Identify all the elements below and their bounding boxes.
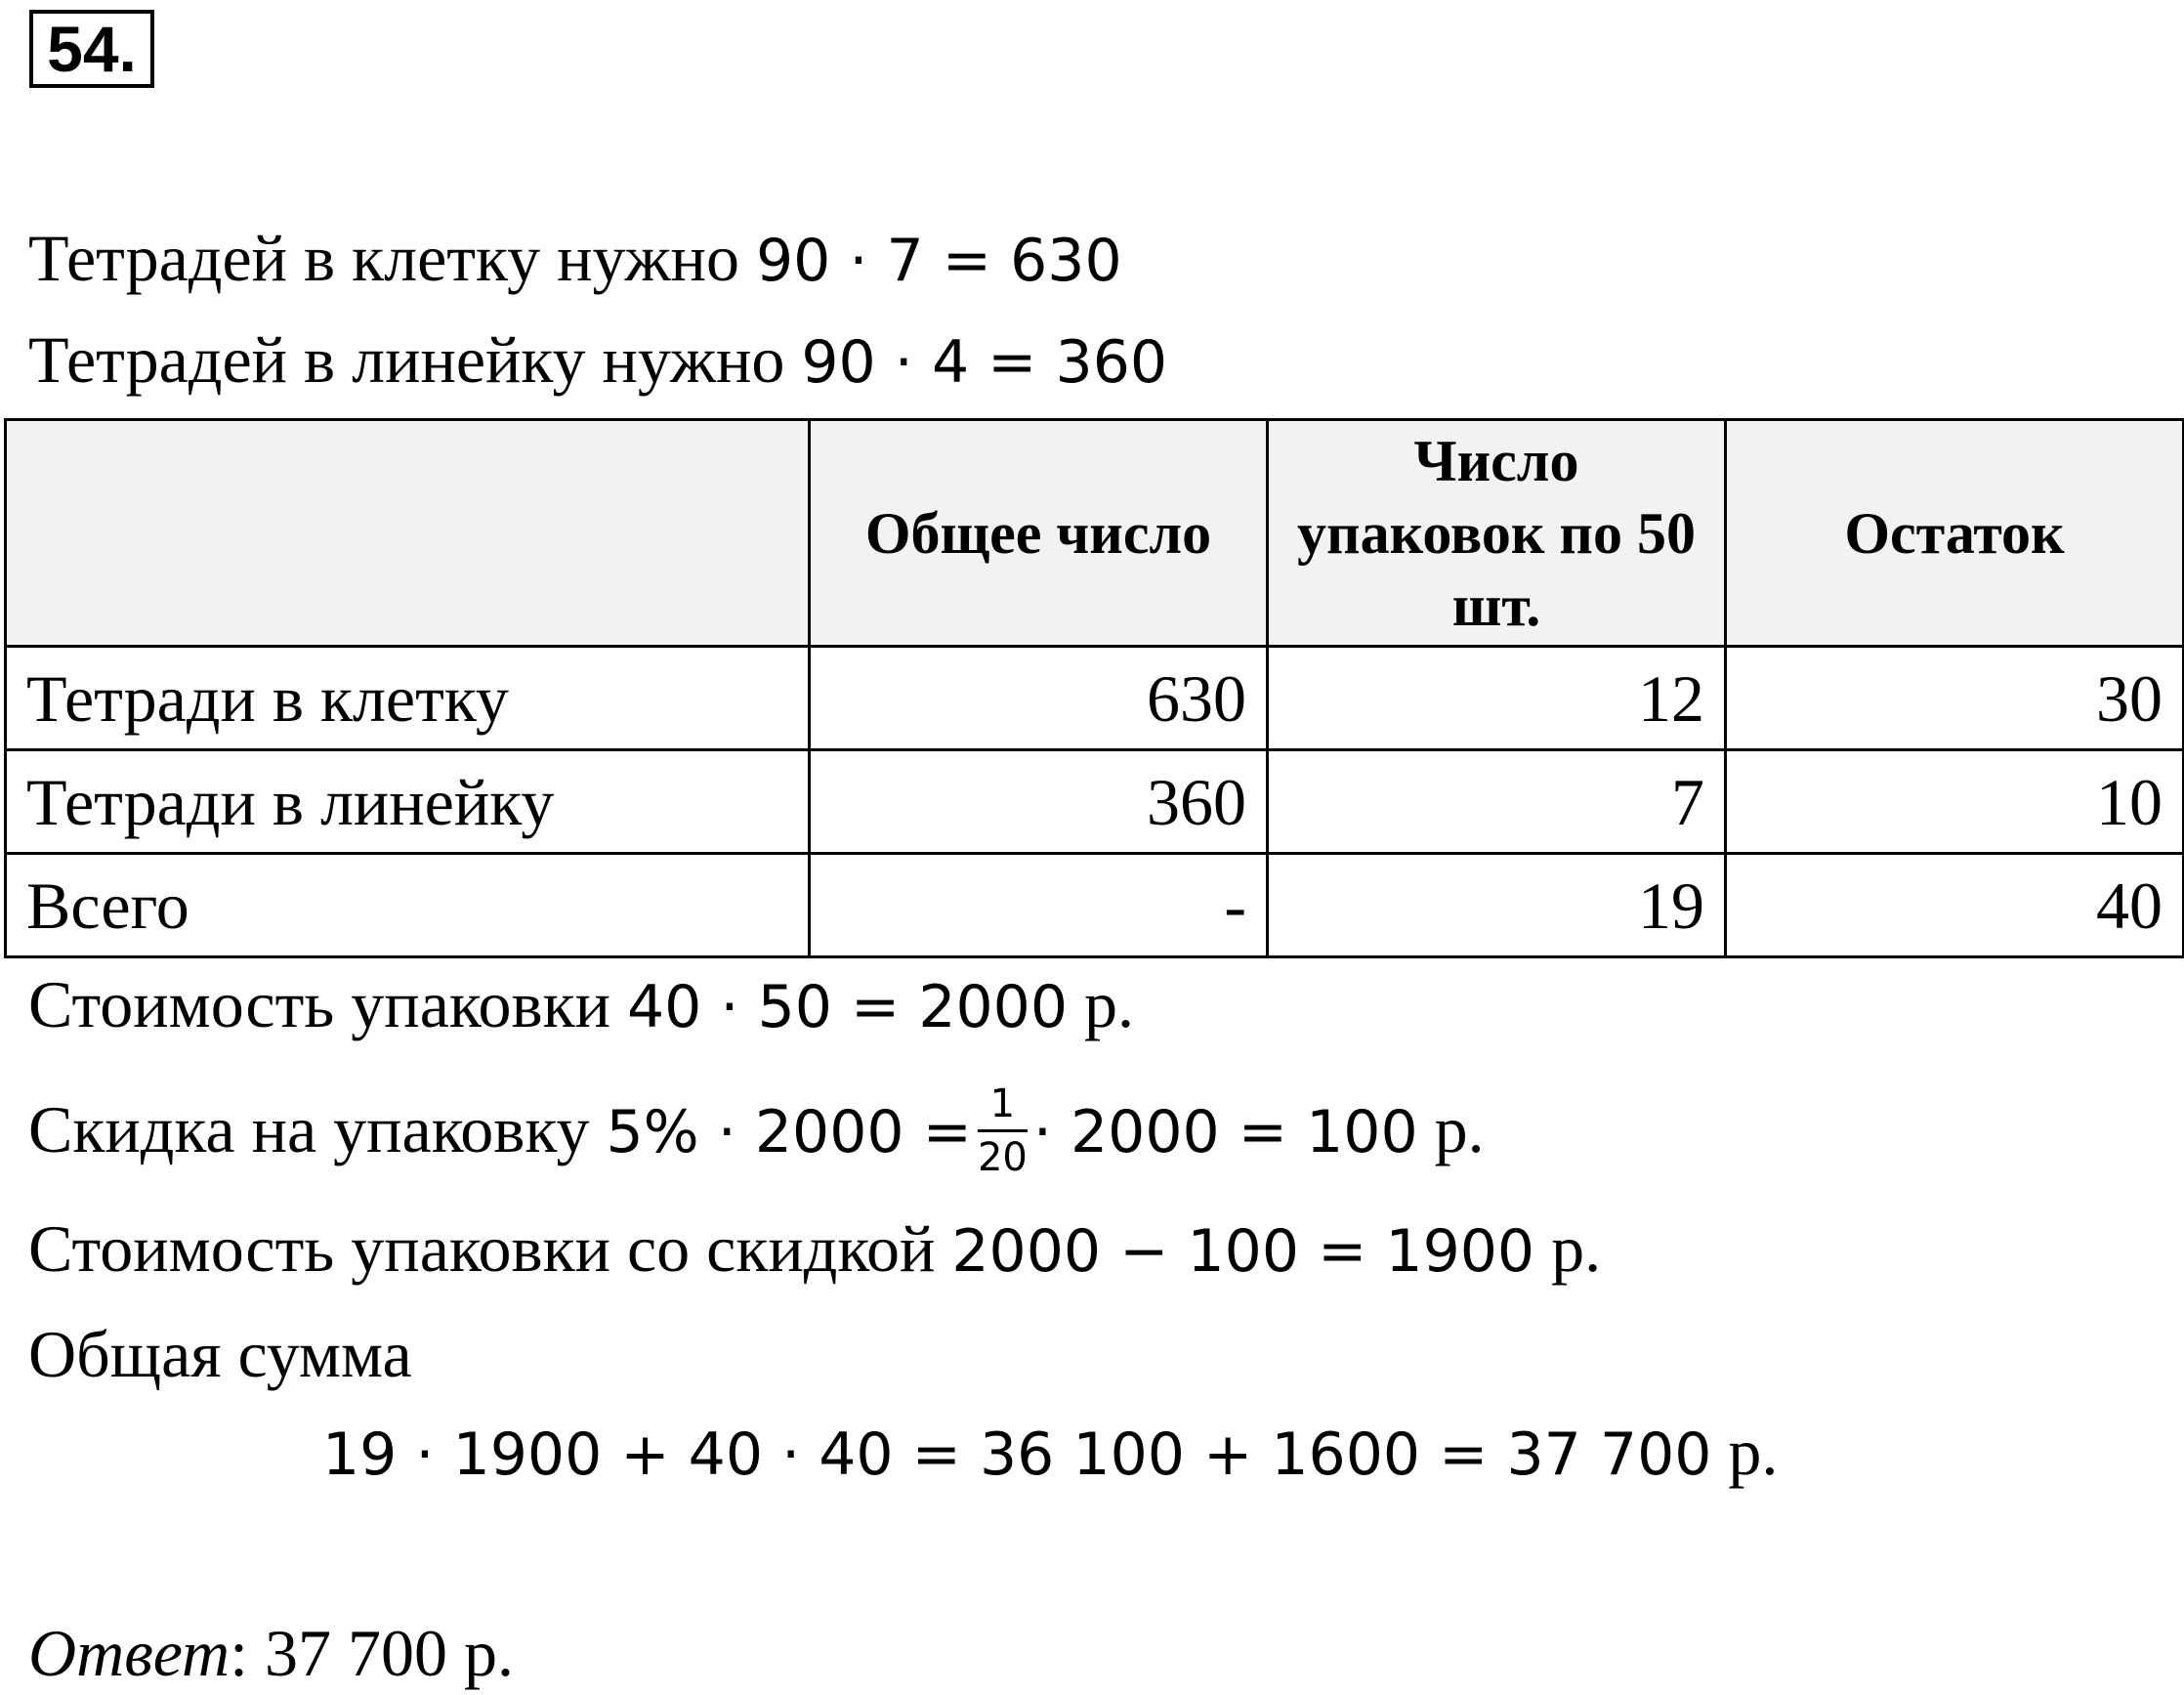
- problem-number: 54.: [29, 10, 154, 88]
- fraction: [978, 1079, 1028, 1183]
- table-header-packs: Число упаковок по 50 шт.: [1268, 420, 1726, 647]
- line-math: 90 · 4 = 360: [801, 328, 1168, 397]
- row-total: -: [810, 854, 1268, 957]
- line-unit: р.: [1711, 1415, 1779, 1489]
- answer-colon: :: [230, 1616, 249, 1690]
- row-remainder: 40: [1726, 854, 2184, 957]
- line-unit: р.: [1417, 1092, 1485, 1167]
- line-math: 90 · 7 = 630: [755, 227, 1122, 295]
- row-label: Тетради в линейку: [6, 750, 810, 854]
- line-math-a: 5% · 2000 =: [606, 1098, 972, 1167]
- line-math: 19 · 1900 + 40 · 40 = 36 100 + 1600 = 37 700: [322, 1420, 1712, 1489]
- table-header-remainder: Остаток: [1726, 420, 2184, 647]
- table-header-total: Общее число: [810, 420, 1268, 647]
- line-text: Стоимость упаковки: [28, 967, 627, 1041]
- line-text: Общая сумма: [28, 1317, 412, 1391]
- packing-table: [4, 418, 2184, 958]
- row-packs: 19: [1268, 854, 1726, 957]
- fraction-numerator: 1: [978, 1079, 1028, 1132]
- row-label: Тетради в клетку: [6, 647, 810, 750]
- line-text: Скидка на упаковку: [28, 1092, 607, 1167]
- table-header-row: [6, 420, 2184, 647]
- answer-value: 37 700 р.: [248, 1616, 515, 1690]
- table-row: [6, 647, 2184, 750]
- table-row: [6, 854, 2184, 957]
- notebooks-squared-line: [28, 219, 1122, 300]
- table-row: [6, 750, 2184, 854]
- line-math: 2000 − 100 = 1900: [951, 1217, 1535, 1286]
- row-packs: 7: [1268, 750, 1726, 854]
- fraction-denominator: 20: [977, 1135, 1028, 1180]
- answer-label: Ответ: [28, 1616, 231, 1690]
- line-unit: р.: [1068, 967, 1135, 1041]
- row-label: Всего: [6, 854, 810, 957]
- line-text: Тетрадей в линейку нужно: [28, 322, 802, 397]
- row-packs: 12: [1268, 647, 1726, 750]
- line-unit: р.: [1534, 1211, 1602, 1286]
- row-remainder: 10: [1726, 750, 2184, 854]
- total-sum-label: [28, 1315, 412, 1393]
- discounted-cost-line: [28, 1209, 1601, 1291]
- package-cost-line: [28, 965, 1134, 1046]
- table-header-empty: [6, 420, 810, 647]
- row-total: 630: [810, 647, 1268, 750]
- line-text: Стоимость упаковки со скидкой: [28, 1211, 952, 1286]
- answer-line: [28, 1614, 514, 1692]
- notebooks-ruled-line: [28, 320, 1167, 402]
- line-math: 40 · 50 = 2000: [627, 973, 1069, 1041]
- discount-line: [28, 1081, 1485, 1189]
- total-sum-formula: [322, 1413, 1778, 1494]
- line-math-b: · 2000 = 100: [1032, 1098, 1418, 1167]
- row-total: 360: [810, 750, 1268, 854]
- line-text: Тетрадей в клетку нужно: [28, 221, 756, 295]
- row-remainder: 30: [1726, 647, 2184, 750]
